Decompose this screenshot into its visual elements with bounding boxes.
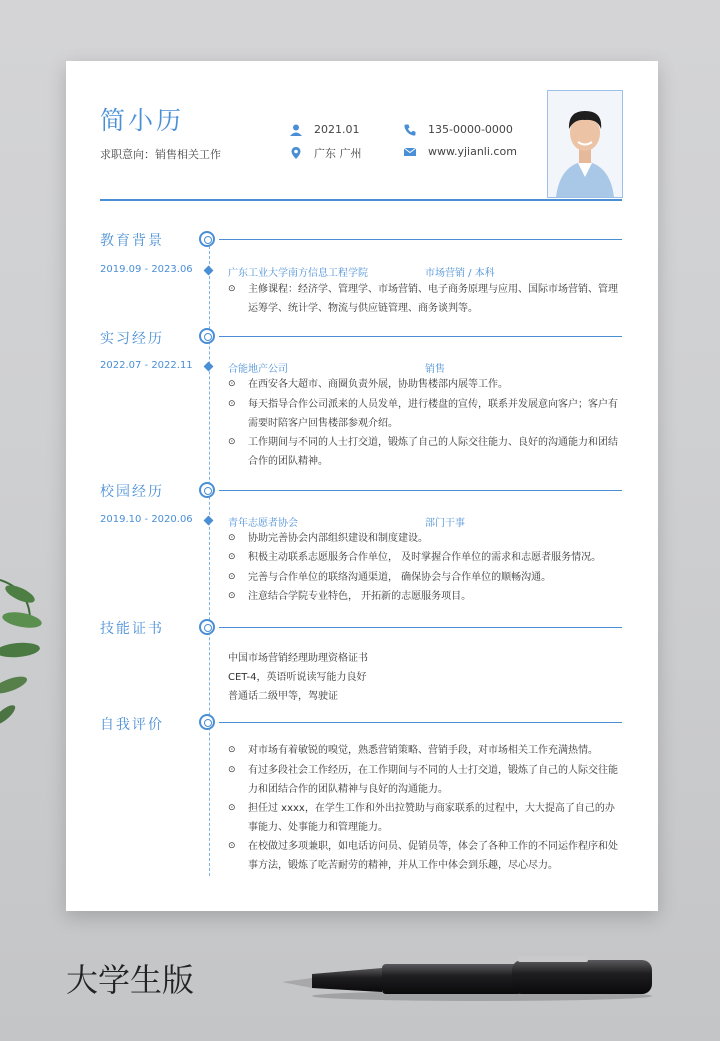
section-marker xyxy=(199,482,215,498)
section-rule xyxy=(219,239,622,240)
internship-company: 合能地产公司 xyxy=(228,364,288,375)
location-icon xyxy=(290,147,302,159)
list-item: ⊙ 协助完善协会内部组织建设和制度建设。 xyxy=(228,529,622,548)
list-item: ⊙ 工作期间与不同的人士打交道，锻炼了自己的人际交往能力、良好的沟通能力和团结合作的团队精神。 xyxy=(228,433,622,471)
list-item: ⊙ 注意结合学院专业特色， 开拓新的志愿服务项目。 xyxy=(228,587,622,606)
list-item: ⊙ 每天指导合作公司派来的人员发单，进行楼盘的宣传，联系并发展意向客户；客户有需要时陪客户回售楼部参观介绍。 xyxy=(228,395,622,433)
section-rule xyxy=(219,627,622,628)
resume-name: 简小历 xyxy=(100,106,185,135)
education-major: 市场营销 / 本科 xyxy=(425,268,495,279)
entry-marker xyxy=(204,266,214,276)
list-item: ⊙ 有过多段社会工作经历，在工作期间与不同的人士打交道，锻炼了自己的人际交往能力和团结合作的团队精神与良好的沟通能力。 xyxy=(228,761,622,799)
website-value: www.yjianli.com xyxy=(428,145,517,158)
user-icon xyxy=(290,124,302,136)
section-marker xyxy=(199,619,215,635)
education-date: 2019.09 - 2023.06 xyxy=(100,264,193,275)
list-item: ⊙ 积极主动联系志愿服务合作单位， 及时掌握合作单位的需求和志愿者服务情况。 xyxy=(228,548,622,567)
section-rule xyxy=(219,490,622,491)
internship-role: 销售 xyxy=(425,364,445,375)
section-marker xyxy=(199,328,215,344)
entry-marker xyxy=(204,516,214,526)
job-intent: 求职意向：销售相关工作 xyxy=(100,148,221,161)
birth-value: 2021.01 xyxy=(314,123,360,136)
location-info xyxy=(290,145,362,161)
list-item: ⊙ 在校做过多项兼职，如电话访问员、促销员等，体会了各种工作的不同运作程序和处事方法，锻炼了吃苦耐劳的精神，并从工作中体会到乐趣，尽心尽力。 xyxy=(228,837,622,875)
mail-icon xyxy=(404,146,416,158)
campus-role: 部门干事 xyxy=(425,518,465,529)
section-marker xyxy=(199,231,215,247)
section-rule xyxy=(219,722,622,723)
list-item: ⊙ 对市场有着敏锐的嗅觉，熟悉营销策略、营销手段，对市场相关工作充满热情。 xyxy=(228,741,622,760)
internship-date: 2022.07 - 2022.11 xyxy=(100,360,193,371)
campus-title: 校园经历 xyxy=(100,484,164,500)
birth-info xyxy=(290,123,360,136)
list-item: CET-4，英语听说读写能力良好 xyxy=(228,672,367,683)
phone-info xyxy=(404,123,513,136)
resume-paper xyxy=(66,61,658,911)
pen-icon xyxy=(282,952,660,1004)
list-item: ⊙ 担任过 xxxx，在学生工作和外出拉赞助与商家联系的过程中，大大提高了自己的办事能力、处事能力和管理能力。 xyxy=(228,799,622,837)
education-school: 广东工业大学南方信息工程学院 xyxy=(228,268,368,279)
campus-org: 青年志愿者协会 xyxy=(228,518,298,529)
list-item: 中国市场营销经理助理资格证书 xyxy=(228,653,368,664)
list-item: ⊙ 完善与合作单位的联络沟通渠道， 确保协会与合作单位的顺畅沟通。 xyxy=(228,568,622,587)
profile-photo xyxy=(547,90,623,198)
list-item: 普通话二级甲等，驾驶证 xyxy=(228,691,338,702)
version-caption: 大学生版 xyxy=(66,961,195,999)
list-item: ⊙ 主修课程：经济学、管理学、市场营销、电子商务原理与应用、国际市场营销、管理运筹学、统计学、物流与供应链管理、商务谈判等。 xyxy=(228,280,622,318)
phone-value: 135-0000-0000 xyxy=(428,123,513,136)
phone-icon xyxy=(404,124,416,136)
campus-date: 2019.10 - 2020.06 xyxy=(100,514,193,525)
section-rule xyxy=(219,336,622,337)
entry-marker xyxy=(204,362,214,372)
internship-title: 实习经历 xyxy=(100,331,164,347)
website-info xyxy=(404,145,517,158)
leaf-decoration xyxy=(0,560,60,740)
list-item: ⊙ 在西安各大超市、商圈负责外展，协助售楼部内展等工作。 xyxy=(228,375,622,394)
location-value: 广东 广州 xyxy=(314,147,362,160)
education-title: 教育背景 xyxy=(100,233,164,249)
person-portrait-icon xyxy=(548,91,622,197)
header-divider xyxy=(100,199,622,201)
self-evaluation-title: 自我评价 xyxy=(100,717,164,733)
section-marker xyxy=(199,714,215,730)
skills-title: 技能证书 xyxy=(100,621,164,637)
